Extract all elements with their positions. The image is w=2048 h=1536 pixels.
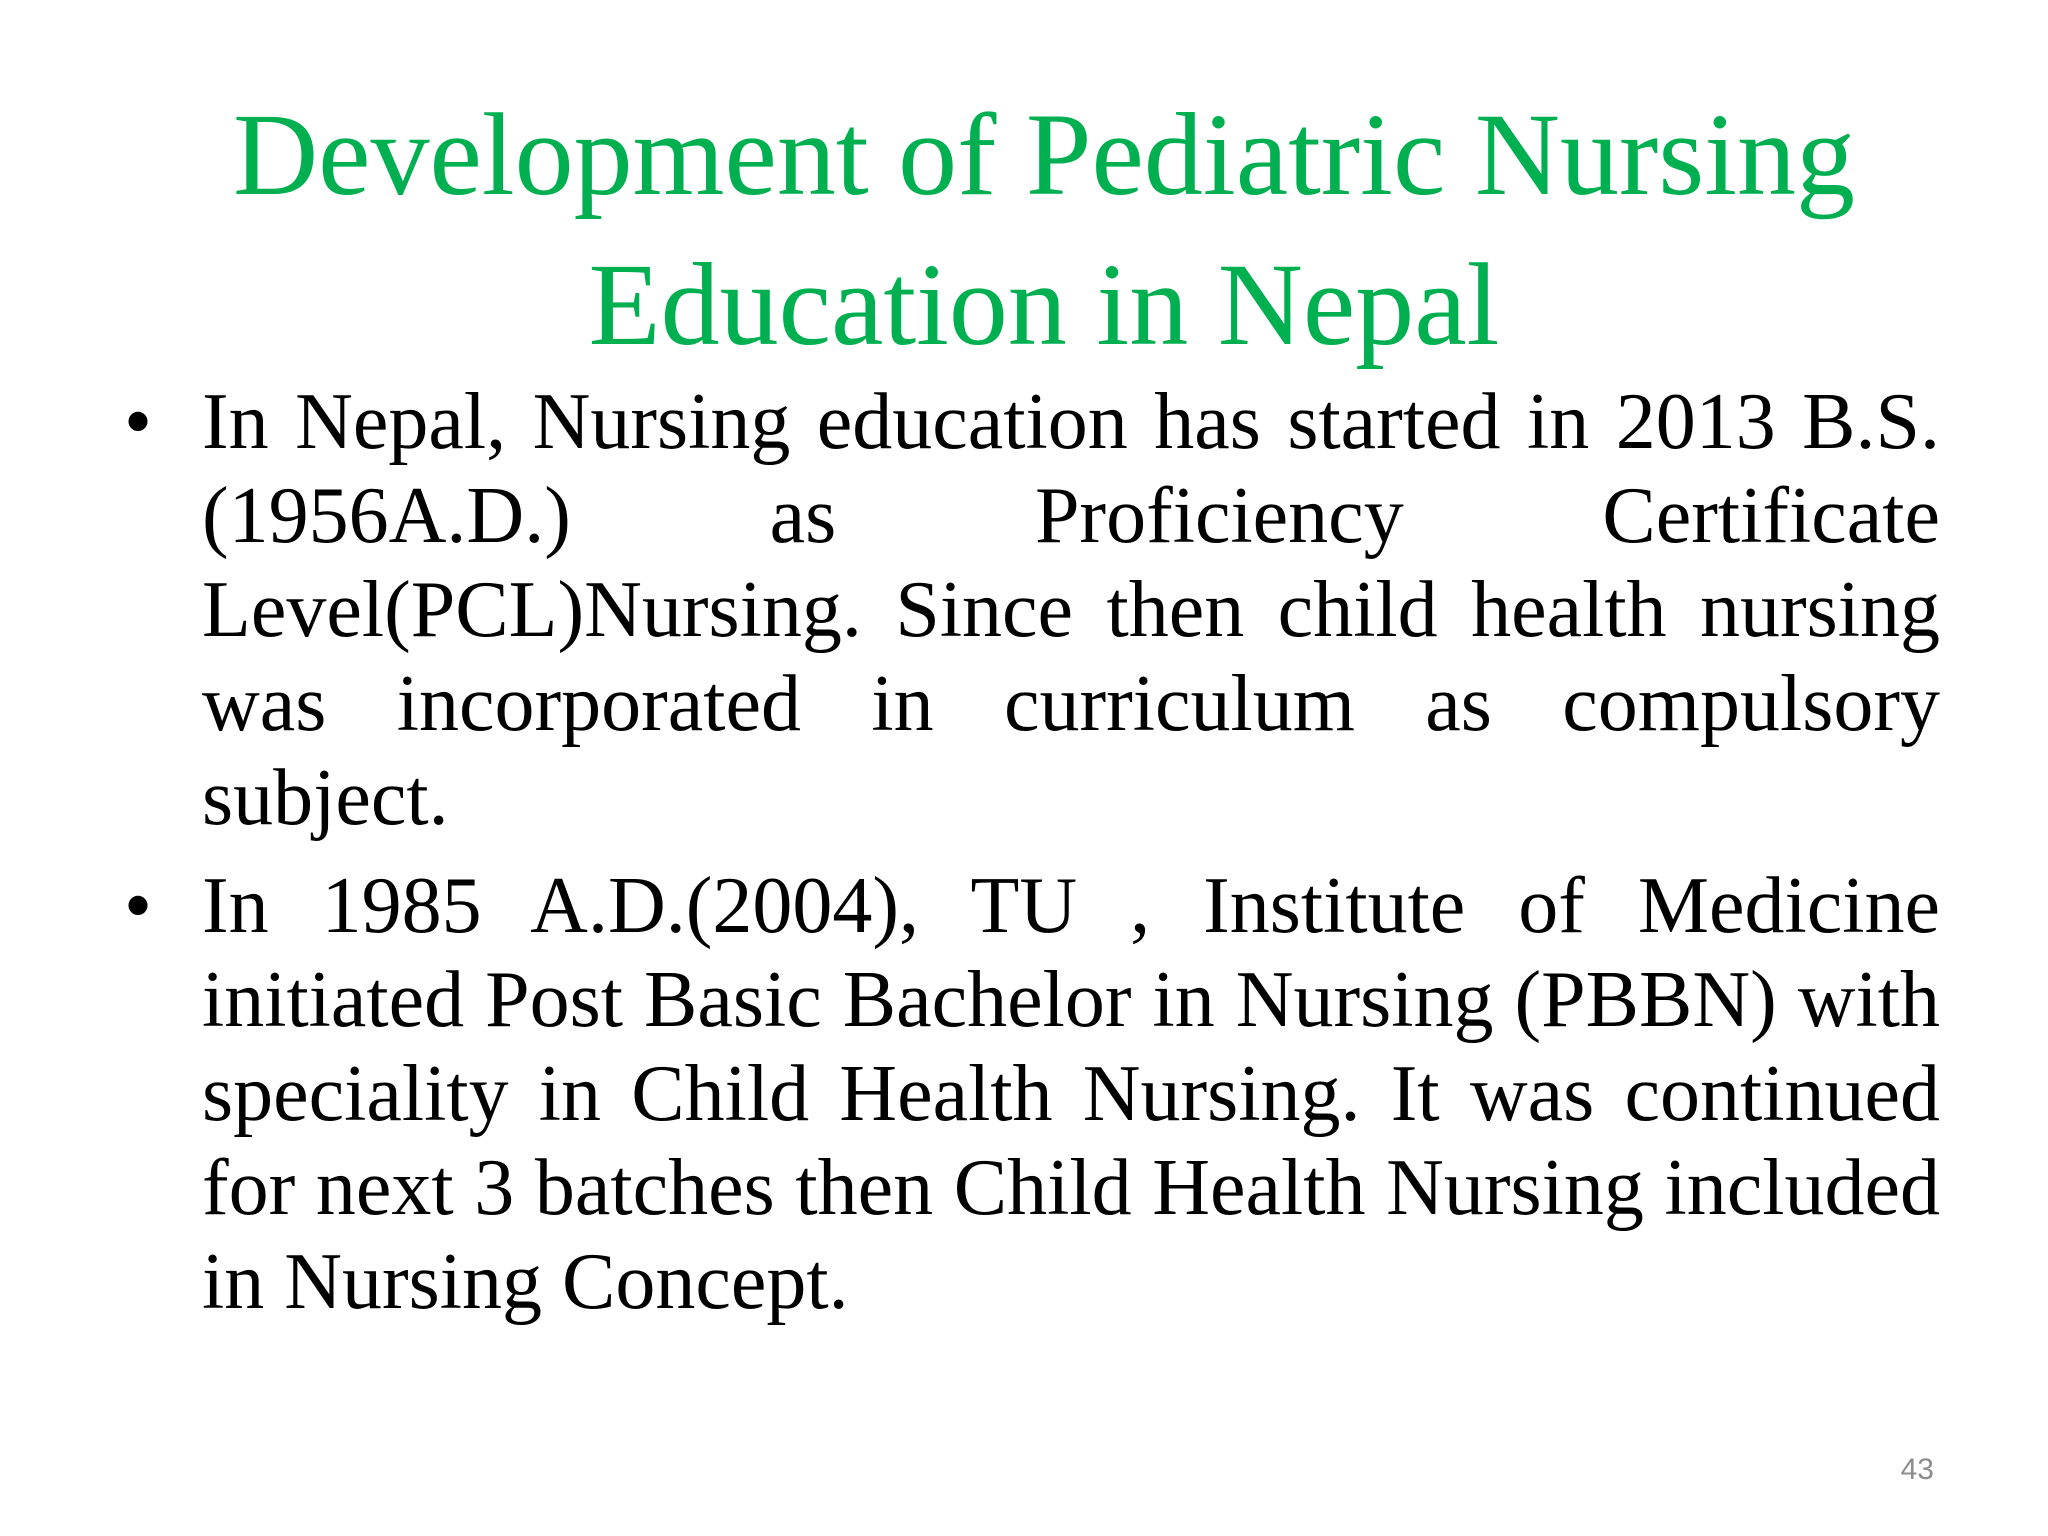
slide-title xyxy=(120,80,1968,380)
bullet-text: In Nepal, Nursing education has started in 2013 B.S.(1956A.D.) as Proficiency Certificate Level(PCL)Nursing. Since then child health nursing was incorporated in curriculum as compulsory subject. xyxy=(202,378,1940,842)
bullet-text: In 1985 A.D.(2004), TU , Institute of Medicine initiated Post Basic Bachelor in Nursing (PBBN) with speciality in Child Health Nursing. It was continued for next 3 batches then Child Health Nursing included in Nursing Concept. xyxy=(202,862,1940,1326)
slide-page-number: 43 xyxy=(1900,1453,1934,1486)
slide-title-line-2: Education in Nepal xyxy=(588,239,1500,370)
bullet-marker: • xyxy=(124,378,153,466)
slide-title-line-1: Development of Pediatric Nursing xyxy=(232,89,1856,220)
bullet-list xyxy=(120,375,1940,1329)
bullet-item-pbbn-initiation xyxy=(120,859,1940,1329)
bullet-item-nursing-education-start xyxy=(120,375,1940,845)
bullet-marker: • xyxy=(124,862,153,950)
